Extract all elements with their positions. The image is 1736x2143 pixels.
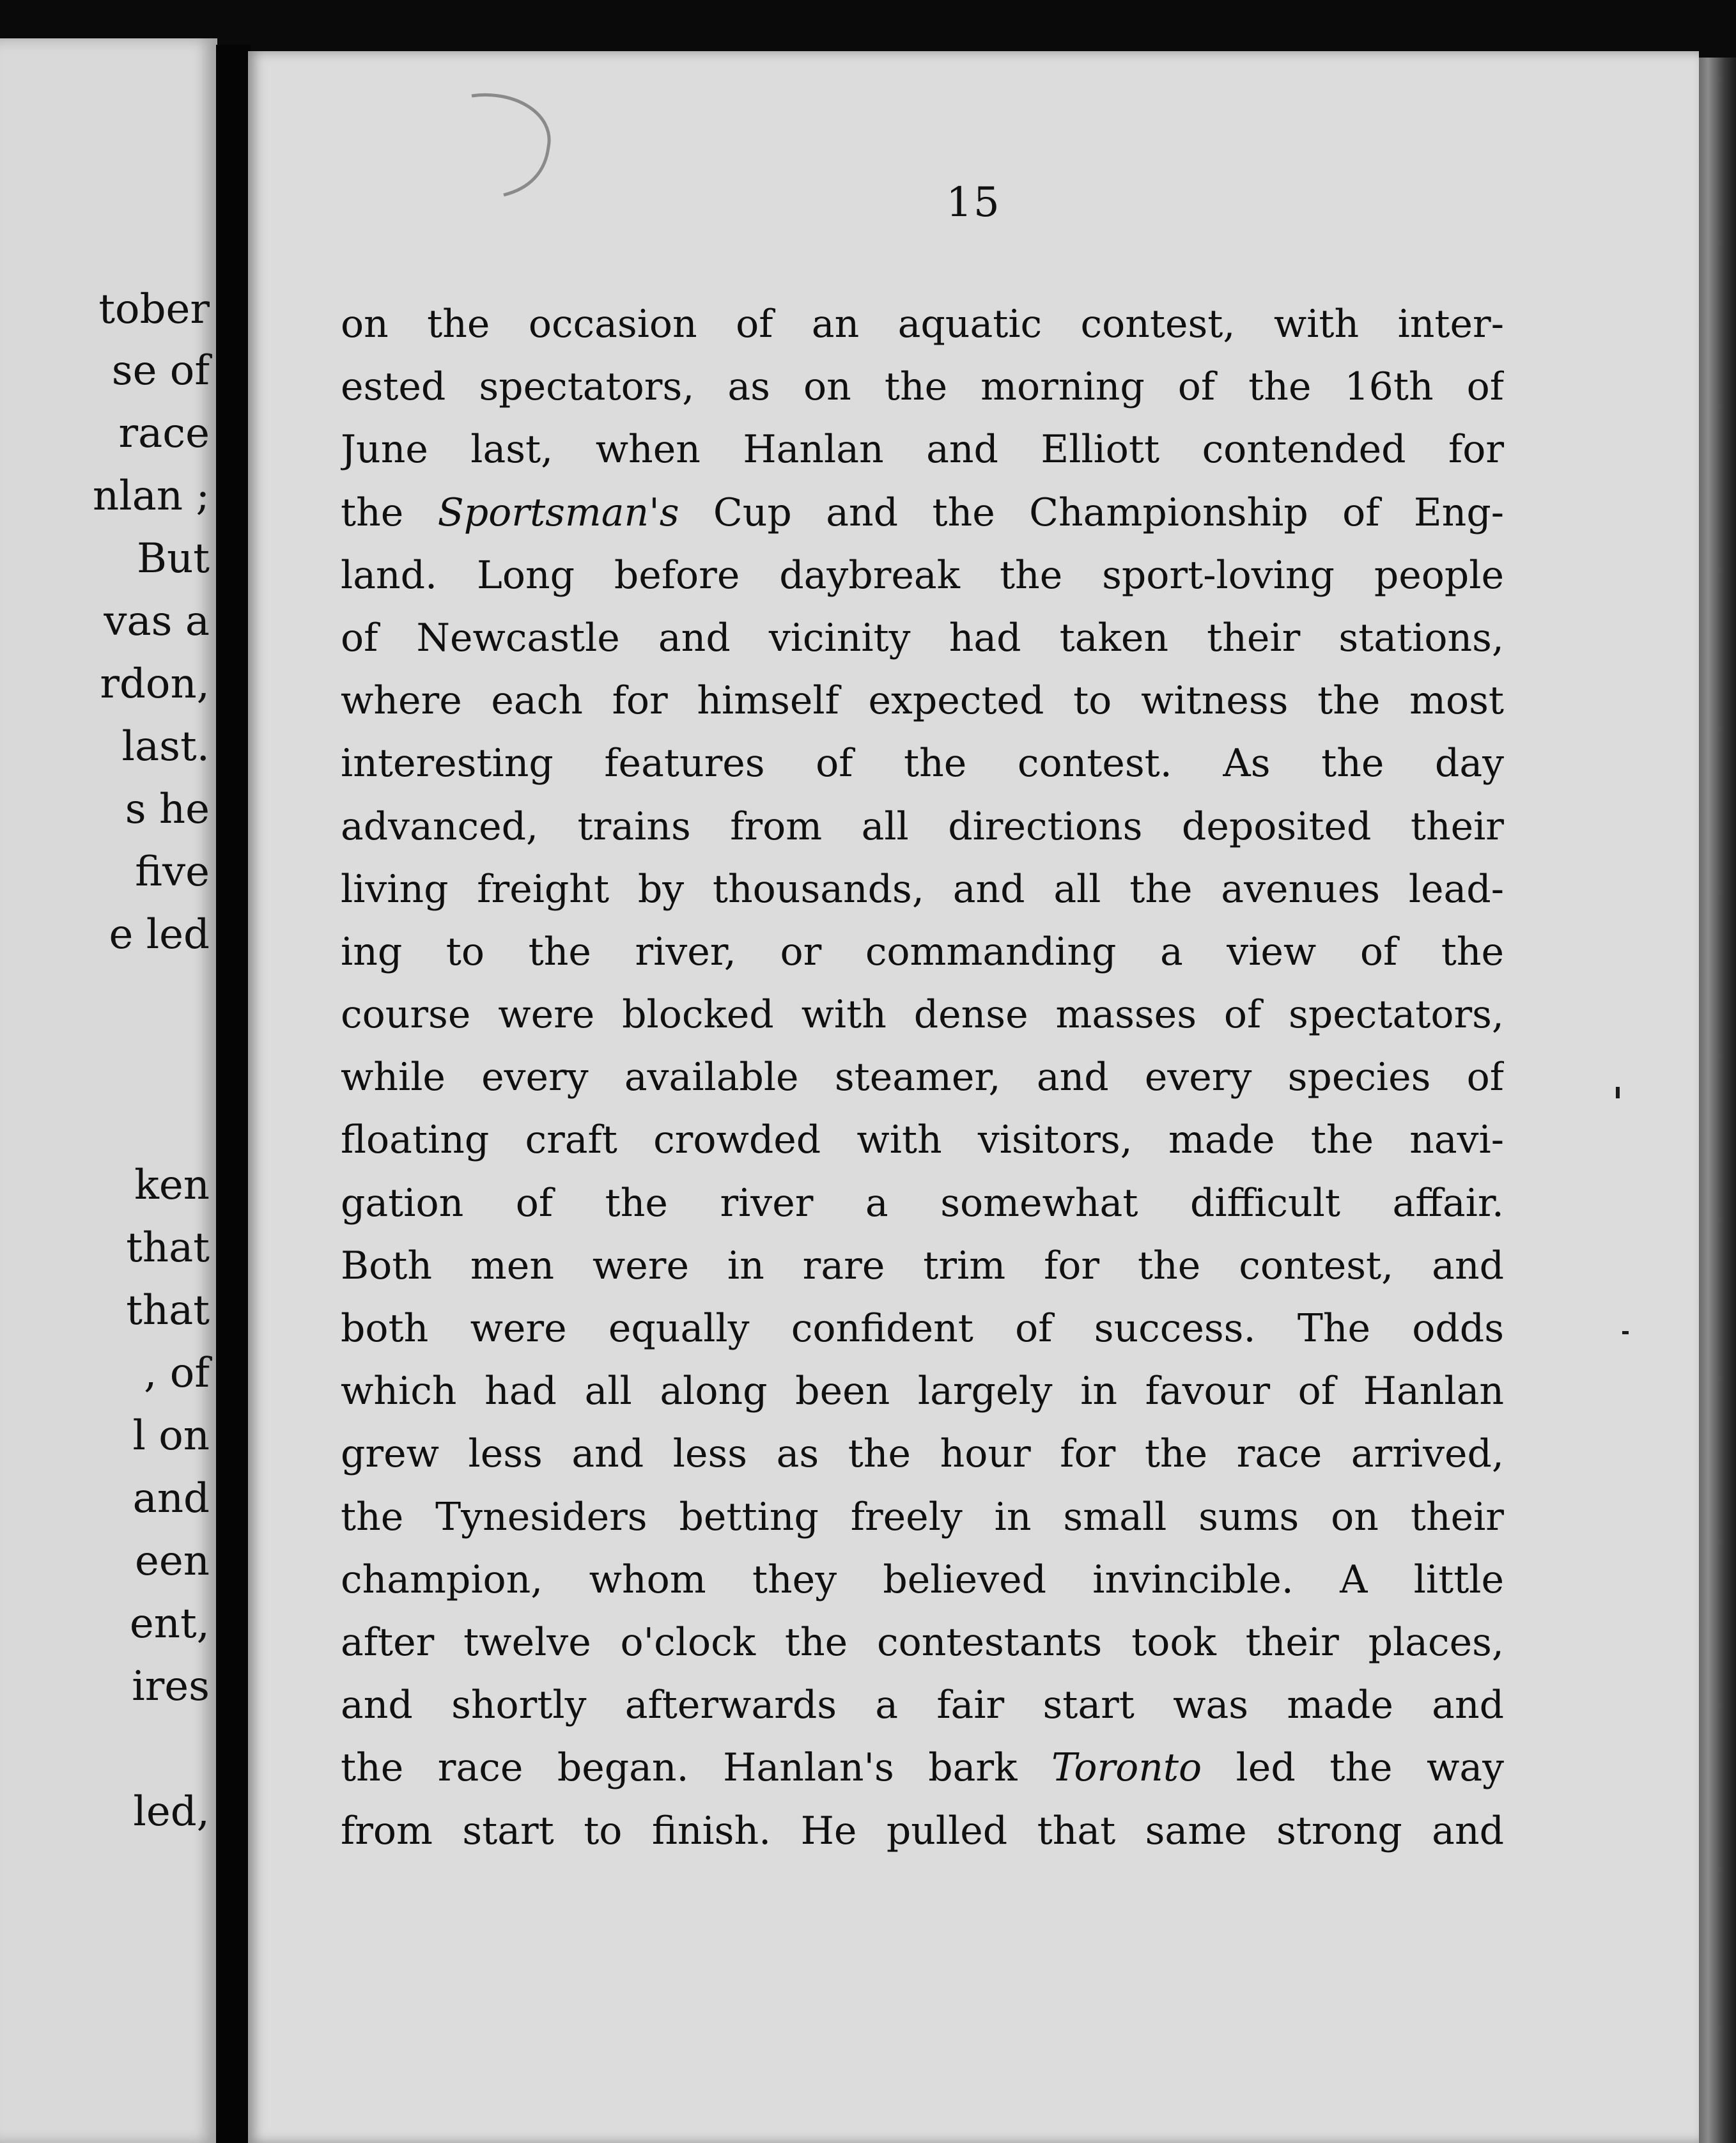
left-fragment: ent, — [129, 1600, 210, 1648]
text-line: gation of the river a somewhat difficult affair. — [341, 1180, 1504, 1226]
left-fragment: s he — [125, 786, 210, 833]
text-line: June last, when Hanlan and Elliott contended for — [341, 427, 1504, 472]
text-line: after twelve o'clock the contestants took their places, — [341, 1619, 1504, 1665]
text-line: ing to the river, or commanding a view of the — [341, 929, 1504, 974]
text-line: while every available steamer, and every species of — [341, 1055, 1504, 1100]
left-fragment: ires — [132, 1663, 210, 1710]
text-line: advanced, trains from all directions deposited their — [341, 804, 1504, 849]
left-fragment: , of — [144, 1350, 210, 1397]
previous-page-sliver — [0, 38, 217, 2143]
text-line: of Newcastle and vicinity had taken their stations, — [341, 615, 1504, 660]
book-gutter — [216, 45, 251, 2143]
left-fragment: that — [126, 1287, 210, 1334]
scan-speck — [1616, 1087, 1620, 1098]
text-line: and shortly afterwards a fair start was made and — [341, 1683, 1504, 1728]
text-line: grew less and less as the hour for the race arrived, — [341, 1431, 1504, 1477]
left-fragment: led, — [133, 1788, 210, 1835]
left-fragment: ken — [134, 1162, 210, 1209]
left-fragment: se of — [111, 347, 210, 394]
text-line: living freight by thousands, and all the avenues lead- — [341, 866, 1504, 912]
left-fragment: nlan ; — [93, 472, 210, 520]
italic-title: Toronto — [1051, 1745, 1202, 1791]
text-line: course were blocked with dense masses of spectators, — [341, 992, 1504, 1038]
text-line: on the occasion of an aquatic contest, with inter- — [341, 302, 1504, 347]
text-line: both were equally confident of success. The odds — [341, 1306, 1504, 1351]
text-line: champion, whom they believed invincible. A little — [341, 1557, 1504, 1602]
scan-speck — [1622, 1331, 1629, 1334]
text-line: the race began. Hanlan's bark Toronto led the way — [341, 1745, 1504, 1791]
text-line: ested spectators, as on the morning of the 16th of — [341, 364, 1504, 410]
left-fragment: But — [137, 535, 210, 582]
left-fragment: een — [135, 1538, 210, 1585]
text-line: Both men were in rare trim for the contest, and — [341, 1243, 1504, 1288]
left-fragment: rdon, — [100, 660, 210, 708]
body-text — [341, 293, 1504, 1862]
text-line: floating craft crowded with visitors, made the navi- — [341, 1118, 1504, 1163]
left-fragment: vas a — [104, 598, 210, 645]
text-line: which had all along been largely in favour of Hanlan — [341, 1369, 1504, 1414]
italic-title: Sportsman's — [437, 490, 679, 535]
left-fragment: e led — [109, 911, 210, 958]
left-fragment: race — [118, 410, 210, 457]
page-number: 15 — [946, 179, 1001, 226]
page-stack-edge — [1699, 58, 1736, 2143]
left-fragment: that — [126, 1224, 210, 1272]
text-line: interesting features of the contest. As the day — [341, 741, 1504, 786]
text-line: where each for himself expected to witness the most — [341, 678, 1504, 724]
left-fragment: and — [132, 1475, 210, 1522]
text-line: from start to finish. He pulled that same strong and — [341, 1808, 1504, 1853]
text-line: the Sportsman's Cup and the Championship of Eng- — [341, 490, 1504, 535]
left-fragment: last. — [121, 723, 210, 770]
left-fragment: five — [135, 848, 210, 896]
text-line: the Tynesiders betting freely in small sums on their — [341, 1494, 1504, 1539]
left-fragment: l on — [132, 1412, 210, 1460]
text-line: land. Long before daybreak the sport-loving people — [341, 552, 1504, 598]
left-fragment: tober — [98, 286, 210, 333]
book-page — [248, 51, 1699, 2143]
